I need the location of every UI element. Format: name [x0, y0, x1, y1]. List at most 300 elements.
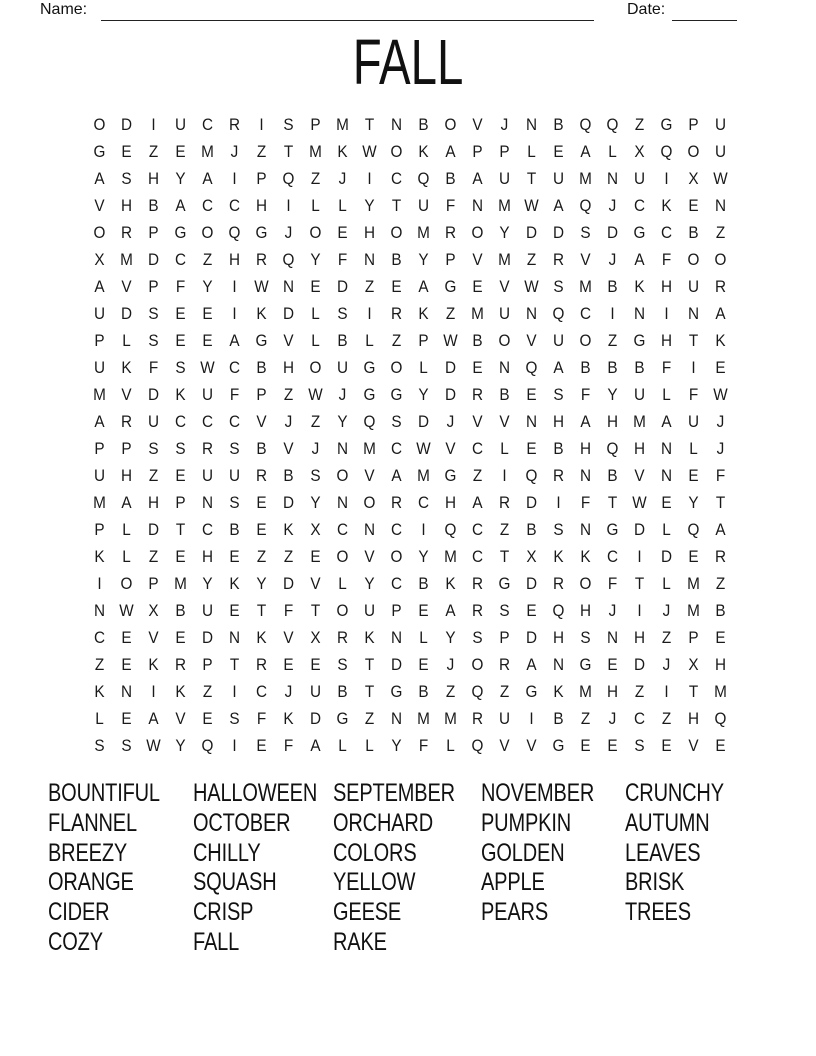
grid-letter: D — [525, 573, 538, 593]
grid-letter: V — [364, 465, 375, 485]
grid-letter: M — [579, 168, 592, 188]
grid-letter: Y — [310, 249, 321, 269]
grid-letter: D — [120, 303, 133, 323]
grid-letter: C — [174, 411, 187, 431]
word-item: ORCHARD — [333, 808, 433, 837]
grid-letter: C — [633, 708, 646, 728]
grid-letter: D — [120, 114, 133, 134]
grid-letter: A — [445, 600, 456, 620]
grid-letter: E — [391, 276, 402, 296]
grid-letter: D — [417, 411, 430, 431]
grid-letter: Z — [148, 141, 159, 161]
grid-letter: C — [417, 492, 430, 512]
grid-letter: E — [256, 519, 267, 539]
grid-letter: P — [202, 654, 213, 674]
grid-letter: R — [390, 492, 403, 512]
grid-letter: N — [390, 114, 403, 134]
grid-letter: K — [337, 141, 348, 161]
grid-letter: F — [418, 735, 429, 755]
grid-letter: W — [200, 357, 215, 377]
grid-letter: U — [201, 384, 214, 404]
grid-letter: V — [121, 384, 132, 404]
grid-letter: E — [526, 600, 537, 620]
grid-letter: G — [363, 357, 376, 377]
grid-letter: L — [338, 735, 347, 755]
grid-letter: H — [120, 195, 133, 215]
word-item: ORANGE — [48, 868, 134, 897]
grid-letter: T — [391, 195, 402, 215]
grid-letter: O — [579, 573, 592, 593]
grid-letter: G — [255, 330, 268, 350]
grid-letter: V — [688, 735, 699, 755]
grid-letter: O — [579, 330, 592, 350]
grid-letter: G — [633, 222, 646, 242]
grid-letter: H — [633, 627, 646, 647]
grid-letter: B — [607, 276, 618, 296]
grid-letter: R — [255, 249, 268, 269]
grid-letter: U — [363, 600, 376, 620]
grid-letter: I — [286, 195, 291, 215]
grid-letter: Q — [417, 168, 430, 188]
grid-letter: C — [228, 195, 241, 215]
grid-letter: Z — [283, 384, 294, 404]
grid-letter: Q — [687, 519, 700, 539]
grid-letter: G — [174, 222, 187, 242]
grid-letter: G — [255, 222, 268, 242]
grid-letter: R — [228, 114, 241, 134]
grid-letter: J — [608, 708, 617, 728]
grid-letter: B — [256, 357, 267, 377]
grid-letter: J — [608, 600, 617, 620]
grid-letter: P — [121, 438, 132, 458]
grid-letter: K — [94, 546, 105, 566]
grid-letter: Q — [552, 303, 565, 323]
grid-letter: B — [607, 465, 618, 485]
grid-letter: V — [445, 438, 456, 458]
grid-letter: E — [202, 330, 213, 350]
grid-letter: T — [364, 681, 375, 701]
grid-letter: H — [228, 249, 241, 269]
word-item: SQUASH — [193, 868, 277, 897]
grid-letter: K — [418, 303, 429, 323]
grid-letter: I — [664, 168, 669, 188]
grid-letter: Q — [201, 735, 214, 755]
grid-letter: N — [228, 627, 241, 647]
grid-letter: V — [526, 330, 537, 350]
grid-letter: K — [445, 573, 456, 593]
grid-letter: A — [472, 492, 483, 512]
grid-letter: Y — [364, 573, 375, 593]
grid-letter: H — [606, 681, 619, 701]
grid-letter: R — [552, 249, 565, 269]
grid-letter: M — [93, 492, 106, 512]
grid-letter: H — [714, 654, 727, 674]
word-bank-column — [481, 779, 625, 958]
grid-letter: C — [201, 519, 214, 539]
grid-letter: M — [579, 681, 592, 701]
grid-letter: W — [146, 735, 161, 755]
grid-letter: T — [715, 492, 726, 512]
grid-letter: V — [580, 249, 591, 269]
grid-letter: I — [421, 519, 426, 539]
grid-letter: P — [94, 438, 105, 458]
grid-letter: D — [282, 573, 295, 593]
word-item: BREEZY — [48, 838, 128, 867]
grid-letter: C — [390, 168, 403, 188]
grid-letter: U — [201, 600, 214, 620]
grid-letter: E — [310, 546, 321, 566]
grid-letter: G — [552, 735, 565, 755]
word-bank-column — [333, 779, 481, 958]
grid-letter: R — [120, 411, 133, 431]
grid-letter: Z — [715, 573, 726, 593]
grid-letter: R — [552, 465, 565, 485]
grid-letter: I — [502, 465, 507, 485]
grid-letter: C — [228, 411, 241, 431]
grid-letter: Z — [499, 519, 510, 539]
grid-letter: F — [661, 249, 672, 269]
grid-letter: O — [390, 141, 403, 161]
grid-letter: X — [148, 600, 159, 620]
grid-letter: Y — [364, 195, 375, 215]
grid-letter: Z — [634, 114, 645, 134]
grid-letter: S — [553, 519, 564, 539]
grid-letter: Y — [418, 384, 429, 404]
grid-letter: I — [232, 276, 237, 296]
grid-letter: L — [419, 627, 428, 647]
grid-letter: P — [148, 573, 159, 593]
grid-letter: Z — [661, 627, 672, 647]
grid-letter: N — [282, 276, 295, 296]
grid-letter: J — [500, 114, 509, 134]
grid-letter: H — [552, 411, 565, 431]
grid-letter: D — [444, 357, 457, 377]
grid-letter: C — [390, 438, 403, 458]
grid-letter: H — [687, 708, 700, 728]
grid-letter: S — [580, 627, 591, 647]
grid-letter: B — [553, 114, 564, 134]
grid-letter: L — [365, 330, 374, 350]
grid-letter: W — [416, 438, 431, 458]
grid-letter: S — [175, 357, 186, 377]
grid-letter: H — [633, 438, 646, 458]
grid-letter: B — [337, 681, 348, 701]
grid-letter: B — [148, 195, 159, 215]
grid-letter: N — [93, 600, 106, 620]
grid-letter: Q — [444, 519, 457, 539]
grid-letter: G — [633, 330, 646, 350]
grid-letter: M — [444, 708, 457, 728]
grid-letter: L — [311, 330, 320, 350]
grid-letter: Z — [94, 654, 105, 674]
grid-letter: O — [390, 357, 403, 377]
grid-letter: U — [687, 276, 700, 296]
grid-letter: S — [634, 735, 645, 755]
grid-letter: R — [471, 708, 484, 728]
word-item: HALLOWEEN — [193, 779, 318, 807]
name-blank-line — [101, 2, 594, 21]
grid-letter: C — [201, 411, 214, 431]
grid-letter: Y — [607, 384, 618, 404]
grid-letter: C — [633, 195, 646, 215]
grid-letter: G — [498, 573, 511, 593]
grid-letter: I — [259, 114, 264, 134]
grid-letter: S — [580, 222, 591, 242]
grid-letter: A — [94, 411, 105, 431]
grid-letter: M — [498, 249, 511, 269]
grid-letter: P — [418, 330, 429, 350]
grid-letter: D — [525, 627, 538, 647]
grid-letter: Z — [580, 708, 591, 728]
grid-letter: H — [606, 411, 619, 431]
grid-letter: N — [579, 519, 592, 539]
grid-letter: Q — [228, 222, 241, 242]
grid-letter: K — [553, 681, 564, 701]
grid-letter: A — [661, 411, 672, 431]
grid-letter: S — [553, 276, 564, 296]
grid-letter: B — [634, 357, 645, 377]
grid-letter: E — [283, 654, 294, 674]
grid-letter: F — [175, 276, 186, 296]
word-item: SEPTEMBER — [333, 779, 455, 807]
grid-letter: E — [175, 330, 186, 350]
grid-letter: I — [529, 708, 534, 728]
grid-letter: I — [97, 573, 102, 593]
grid-letter: D — [552, 222, 565, 242]
word-bank-column — [625, 779, 749, 958]
word-item: CRUNCHY — [625, 779, 724, 807]
grid-letter: W — [119, 600, 134, 620]
grid-letter: M — [417, 465, 430, 485]
grid-letter: A — [391, 465, 402, 485]
grid-letter: N — [201, 492, 214, 512]
grid-letter: E — [337, 222, 348, 242]
grid-letter: J — [284, 222, 293, 242]
grid-letter: F — [337, 249, 348, 269]
grid-letter: Y — [499, 222, 510, 242]
grid-letter: P — [499, 141, 510, 161]
grid-letter: E — [607, 735, 618, 755]
grid-letter: B — [472, 330, 483, 350]
grid-letter: J — [338, 168, 347, 188]
grid-letter: L — [311, 195, 320, 215]
grid-letter: R — [201, 438, 214, 458]
grid-letter: V — [499, 276, 510, 296]
grid-letter: P — [445, 249, 456, 269]
grid-letter: O — [444, 114, 457, 134]
grid-letter: V — [175, 708, 186, 728]
grid-letter: B — [715, 600, 726, 620]
grid-letter: B — [526, 519, 537, 539]
grid-letter: B — [553, 438, 564, 458]
grid-letter: N — [579, 465, 592, 485]
grid-letter: G — [444, 276, 457, 296]
grid-letter: K — [256, 303, 267, 323]
word-item: YELLOW — [333, 868, 416, 897]
grid-letter: E — [121, 654, 132, 674]
grid-letter: P — [148, 222, 159, 242]
grid-letter: F — [445, 195, 456, 215]
grid-letter: N — [471, 195, 484, 215]
grid-letter: G — [390, 384, 403, 404]
grid-letter: E — [526, 438, 537, 458]
grid-letter: O — [93, 222, 106, 242]
grid-letter: J — [662, 654, 671, 674]
grid-letter: E — [688, 465, 699, 485]
word-item: FALL — [193, 927, 240, 956]
grid-letter: I — [664, 681, 669, 701]
word-item: GEESE — [333, 898, 402, 927]
grid-letter: Z — [310, 411, 321, 431]
grid-letter: M — [714, 681, 727, 701]
grid-letter: W — [308, 384, 323, 404]
grid-letter: S — [148, 438, 159, 458]
grid-letter: M — [363, 438, 376, 458]
grid-letter: T — [283, 141, 294, 161]
grid-letter: P — [256, 384, 267, 404]
grid-letter: V — [121, 276, 132, 296]
grid-letter: N — [525, 303, 538, 323]
grid-letter: O — [471, 222, 484, 242]
grid-letter: W — [524, 195, 539, 215]
grid-letter: Z — [364, 276, 375, 296]
grid-letter: B — [418, 573, 429, 593]
grid-letter: G — [579, 654, 592, 674]
grid-letter: E — [418, 600, 429, 620]
grid-letter: M — [120, 249, 133, 269]
grid-letter: O — [687, 249, 700, 269]
grid-letter: I — [556, 492, 561, 512]
grid-letter: U — [93, 303, 106, 323]
grid-letter: L — [608, 141, 617, 161]
grid-letter: N — [714, 195, 727, 215]
grid-letter: M — [471, 303, 484, 323]
grid-letter: M — [201, 141, 214, 161]
grid-letter: N — [120, 681, 133, 701]
grid-letter: I — [232, 168, 237, 188]
grid-letter: P — [148, 276, 159, 296]
grid-letter: Q — [471, 735, 484, 755]
grid-letter: V — [526, 735, 537, 755]
grid-letter: I — [610, 303, 615, 323]
grid-letter: C — [336, 519, 349, 539]
grid-letter: V — [283, 330, 294, 350]
grid-letter: E — [229, 546, 240, 566]
grid-letter: X — [310, 519, 321, 539]
grid-letter: Z — [202, 681, 213, 701]
grid-letter: H — [579, 600, 592, 620]
grid-letter: O — [363, 492, 376, 512]
word-bank — [48, 779, 749, 958]
grid-letter: S — [121, 168, 132, 188]
grid-letter: J — [284, 681, 293, 701]
grid-letter: R — [498, 492, 511, 512]
grid-letter: W — [713, 168, 728, 188]
grid-letter: C — [390, 519, 403, 539]
grid-letter: D — [390, 654, 403, 674]
grid-letter: R — [471, 384, 484, 404]
word-item: GOLDEN — [481, 838, 565, 867]
grid-letter: H — [282, 357, 295, 377]
grid-letter: E — [715, 357, 726, 377]
grid-letter: N — [660, 465, 673, 485]
grid-letter: T — [688, 330, 699, 350]
grid-letter: U — [309, 681, 322, 701]
word-item: TREES — [625, 898, 691, 927]
grid-letter: G — [525, 681, 538, 701]
grid-letter: U — [714, 141, 727, 161]
grid-letter: H — [579, 438, 592, 458]
grid-letter: I — [367, 303, 372, 323]
grid-letter: L — [446, 735, 455, 755]
grid-letter: Y — [256, 573, 267, 593]
grid-letter: C — [390, 573, 403, 593]
grid-letter: T — [526, 168, 537, 188]
grid-letter: S — [472, 627, 483, 647]
grid-letter: E — [715, 735, 726, 755]
grid-letter: K — [256, 627, 267, 647]
grid-letter: L — [122, 330, 131, 350]
grid-letter: Z — [499, 681, 510, 701]
grid-letter: E — [553, 141, 564, 161]
grid-letter: U — [687, 411, 700, 431]
grid-letter: N — [525, 114, 538, 134]
grid-letter: Y — [337, 411, 348, 431]
grid-letter: N — [336, 438, 349, 458]
grid-letter: E — [202, 708, 213, 728]
grid-letter: E — [175, 627, 186, 647]
grid-letter: U — [93, 357, 106, 377]
grid-letter: E — [175, 141, 186, 161]
grid-letter: C — [471, 438, 484, 458]
grid-letter: J — [446, 654, 455, 674]
grid-letter: A — [175, 195, 186, 215]
grid-letter: Q — [714, 708, 727, 728]
grid-letter: W — [254, 276, 269, 296]
grid-letter: F — [283, 735, 294, 755]
grid-letter: F — [283, 600, 294, 620]
grid-letter: F — [688, 384, 699, 404]
grid-letter: T — [634, 573, 645, 593]
grid-letter: K — [418, 141, 429, 161]
grid-letter: M — [417, 222, 430, 242]
grid-letter: P — [94, 330, 105, 350]
grid-letter: L — [338, 195, 347, 215]
grid-letter: U — [174, 114, 187, 134]
date-label: Date: — [627, 1, 666, 18]
grid-letter: V — [364, 546, 375, 566]
grid-letter: A — [634, 249, 645, 269]
grid-letter: Z — [256, 141, 267, 161]
grid-letter: E — [310, 654, 321, 674]
grid-letter: Q — [525, 465, 538, 485]
grid-letter: G — [444, 465, 457, 485]
grid-letter: L — [689, 438, 698, 458]
grid-letter: J — [608, 249, 617, 269]
grid-letter: Y — [688, 492, 699, 512]
grid-letter: E — [607, 654, 618, 674]
grid-letter: R — [174, 654, 187, 674]
grid-letter: H — [444, 492, 457, 512]
grid-letter: H — [120, 465, 133, 485]
grid-letter: C — [174, 249, 187, 269]
grid-letter: Q — [606, 114, 619, 134]
grid-letter: Z — [661, 708, 672, 728]
grid-letter: Z — [526, 249, 537, 269]
grid-letter: M — [687, 573, 700, 593]
grid-letter: Q — [282, 168, 295, 188]
grid-letter: Y — [202, 573, 213, 593]
